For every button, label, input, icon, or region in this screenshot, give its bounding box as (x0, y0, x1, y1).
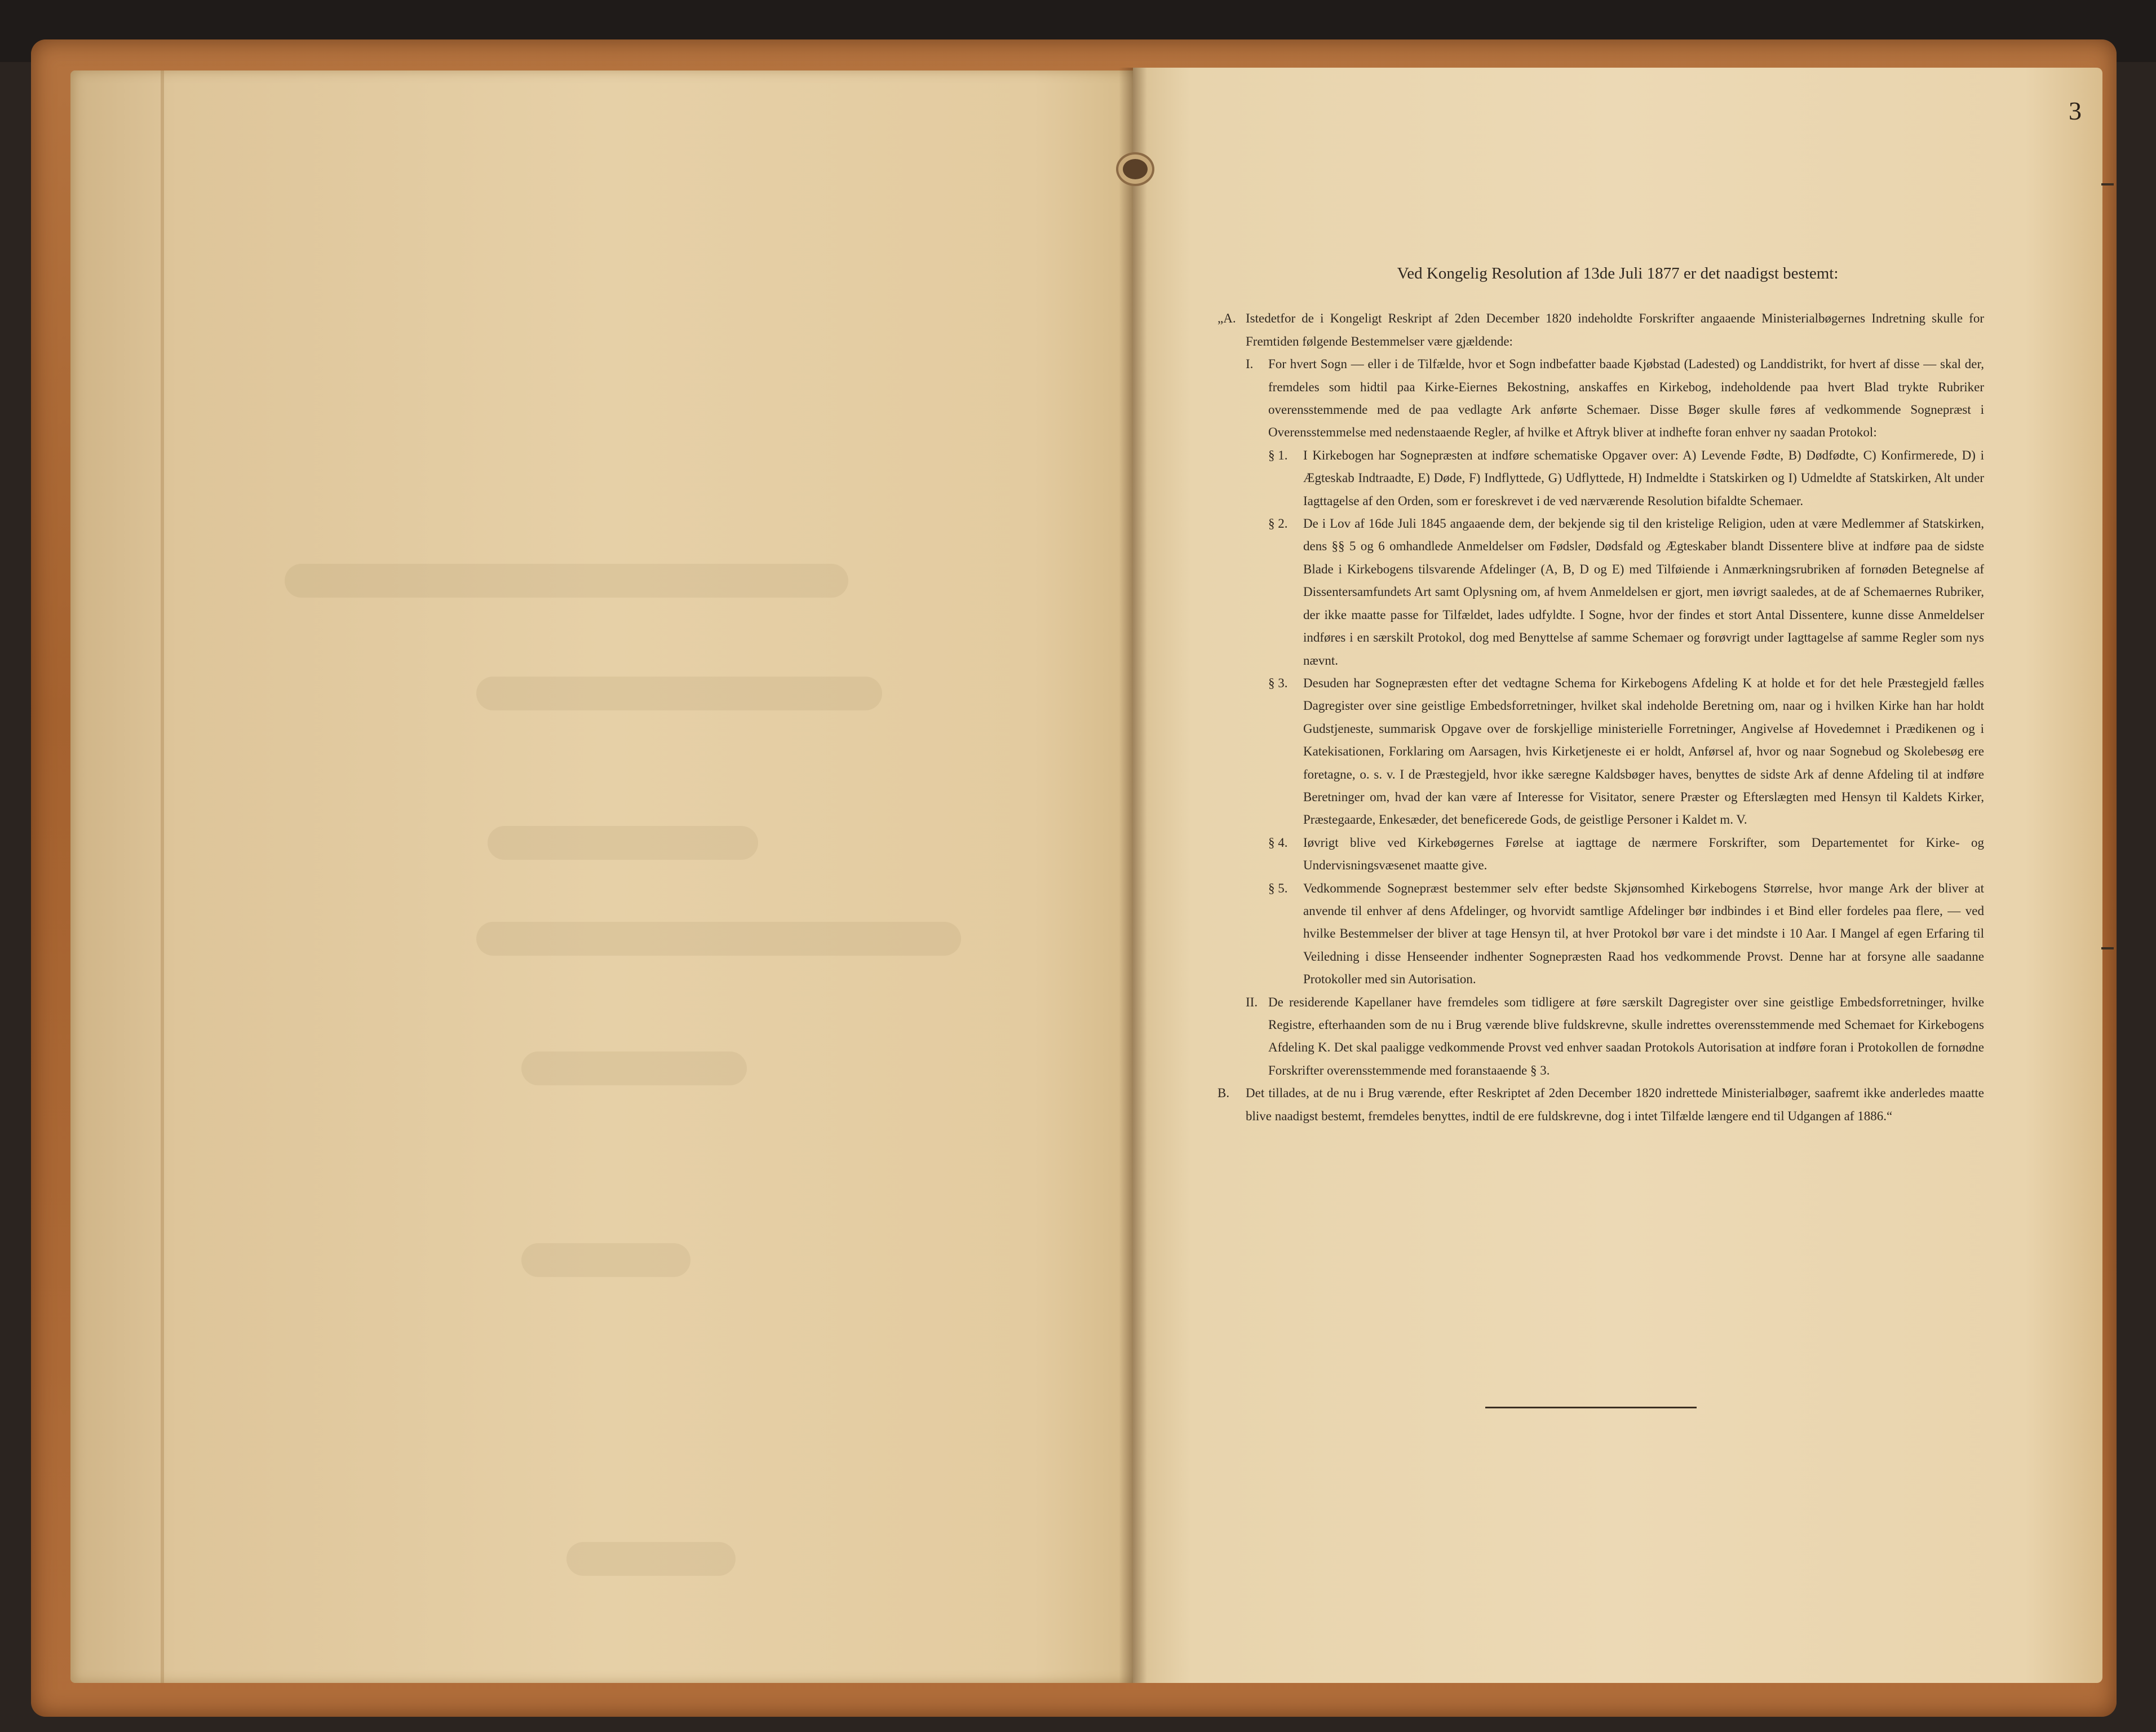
bleed-through-line (476, 922, 961, 956)
left-page-fold (161, 70, 164, 1683)
paragraph (1246, 353, 1984, 444)
paragraph-text: De residerende Kapellaner have fremdeles som tidligere at føre særskilt Dagregister over sine geistlige Embedsforretninger, hvilke Registre, efterhaanden som de nu i Brug værende blive fuldskrevne, skulle indrettes overensstemmende med Schemaet for Kirkebogens Afdeling K. Det skal paaligge vedkommende Provst ved enhver saadan Protokols Autorisation at indføre foran i Protokollen de fornødne Forskrifter overensstemmende med foranstaaende § 3. (1268, 995, 1984, 1077)
paragraph-label: § 5. (1268, 881, 1288, 895)
paragraph-label: I. (1246, 357, 1254, 372)
paragraph-text: Det tillades, at de nu i Brug værende, efter Reskriptet af 2den December 1820 indrettede Ministerialbøger, saafremt ikke anderledes maatte blive naadigst bestemt, fremdeles benyttes, indtil de ere fuldskrevne, dog i intet Tilfælde længere end til Udgangen af 1886.“ (1246, 1086, 1984, 1123)
bleed-through-line (285, 564, 848, 598)
paragraph-text: I Kirkebogen har Sognepræsten at indføre schematiske Opgaver over: A) Levende Fødte, B) Dødfødte, C) Konfirmerede, D) i Ægteskab Indtraadte, E) Døde, F) Indflyttede, G) Udflyttede, H) Indmeldte i Statskirken og I) Udmeldte af Statskirken, Alt under Iagttagelse af den Orden, som er foreskrevet i de ved nærværende Resolution bifaldte Schemaer. (1303, 448, 1984, 508)
bleed-through-line (566, 1542, 736, 1576)
paragraph-label: § 1. (1268, 448, 1288, 462)
paragraph (1246, 991, 1984, 1082)
paragraph (1268, 877, 1984, 991)
paragraph (1268, 832, 1984, 877)
paragraph (1268, 512, 1984, 672)
paragraph-text: Istedetfor de i Kongeligt Reskript af 2den December 1820 indeholdte Forskrifter angaaende Ministerialbøgernes Indretning skulle for Fremtiden følgende Bestemmelser være gjældende: (1246, 311, 1984, 348)
bleed-through-line (488, 826, 758, 860)
paragraph-text: Vedkommende Sognepræst bestemmer selv efter bedste Skjønsomhed Kirkebogens Størrelse, hvor mange Ark der bliver at anvende til enhver af dens Afdelinger, og hvorvidt samtlige Afdelinger bør indbindes i et Bind eller fordeles paa flere, — ved hvilke Bestemmelser der bliver at tage Hensyn til, at hver Protokol bør vare i det mindste i 10 Aar. I Mangel af egen Erfaring til Veiledning i disse Henseender indhenter Sognepræsten Raad hos vedkommende Provst. Denne har at forsyne alle saadanne Protokoller med sin Autorisation. (1303, 881, 1984, 987)
book-gutter (1119, 68, 1147, 1683)
left-page (70, 70, 1141, 1683)
end-rule (1485, 1407, 1697, 1408)
bleed-through-line (521, 1051, 747, 1085)
page-number: 3 (2069, 96, 2082, 125)
paragraph (1218, 1082, 1984, 1128)
paragraph-label: „A. (1218, 311, 1236, 326)
bleed-through-line (476, 677, 882, 710)
paragraph (1218, 307, 1984, 353)
page-edge-mark (2101, 183, 2114, 185)
paragraph (1268, 444, 1984, 512)
bleed-through-line (521, 1243, 690, 1277)
resolution-paragraphs (1218, 307, 1984, 1128)
resolution-text (1218, 262, 1984, 1128)
paragraph (1268, 672, 1984, 832)
paragraph-text: De i Lov af 16de Juli 1845 angaaende dem, der bekjende sig til den kristelige Religion, uden at være Medlemmer af Statskirken, dens §§ 5 og 6 omhandlede Anmeldelser om Fødsler, Dødsfald og Ægteskaber blandt Dissentere blive at indføre paa de sidste Blade i Kirkebogens tilsvarende Afdelinger (A, B, D og E) med Tilføiende i Anmærkningsrubriken af fornøden Betegnelse af Dissentersamfundets Art samt Oplysning om, af hvem Anmeldelsen er gjort, men iøvrigt saaledes, at de af Schemaernes Rubriker, der ikke maatte passe for Tilfældet, lades udfyldte. I Sogne, hvor der findes et stort Antal Dissentere, kunne disse Anmeldelser indføres i en særskilt Protokol, dog med Benyttelse af samme Schemaer og forøvrigt under Iagttagelse af samme Regler som nys nævnt. (1303, 516, 1984, 668)
paragraph-label: § 3. (1268, 675, 1288, 690)
paragraph-text: Desuden har Sognepræsten efter det vedtagne Schema for Kirkebogens Afdeling K at holde et for det hele Præstegjeld fælles Dagregister over sine geistlige Embedsforretninger, hvilket skal indeholde Beretning om, naar og i hvilken Kirke han har holdt Gudstjeneste, summarisk Opgave over de forskjellige ministerielle Forretninger, Angivelse af Hovedemnet i Prædikenen og i Katekisationen, Forklaring om Aarsagen, hvis Kirketjeneste ei er holdt, Anførsel af, hvor og naar Sognebud og Skolebesøg ere foretagne, o. s. v. I de Præstegjeld, hvor ikke særegne Kaldsbøger haves, benyttes de sidste Ark af denne Afdeling til at indføre Beretninger om, hvad der kan være af Interesse for Visitator, senere Præster og Efterslægten med Hensyn til Kaldets Kirker, Præstegaarde, Enkesæder, det beneficerede Gods, de geistlige Personer i Kaldet m. V. (1303, 675, 1984, 827)
paragraph-text: Iøvrigt blive ved Kirkebøgernes Førelse at iagttage de nærmere Forskrifter, som Departementet for Kirke- og Undervisningsvæsenet maatte give. (1303, 835, 1984, 873)
paragraph-label: B. (1218, 1086, 1230, 1101)
binding-hole (1123, 159, 1148, 179)
page-edge-mark (2101, 947, 2114, 949)
paragraph-label: § 2. (1268, 516, 1288, 531)
paragraph-label: II. (1246, 995, 1258, 1009)
paragraph-text: For hvert Sogn — eller i de Tilfælde, hvor et Sogn indbefatter baade Kjøbstad (Ladested) og Landdistrikt, for hvert af disse — skal der, fremdeles som hidtil paa Kirke-Eiernes Bekostning, anskaffes en Kirkebog, indeholdende paa hvert Blad trykte Rubriker overensstemmende med de paa vedlagte Ark anførte Schemaer. Disse Bøger skulle føres af vedkommende Sognepræst i Overensstemmelse med nedenstaaende Regler, af hvilke et Aftryk bliver at indhefte foran enhver ny saadan Protokol: (1268, 357, 1984, 440)
resolution-heading: Ved Kongelig Resolution af 13de Juli 1877 er det naadigst bestemt: (1397, 264, 1839, 282)
paragraph-label: § 4. (1268, 835, 1288, 850)
